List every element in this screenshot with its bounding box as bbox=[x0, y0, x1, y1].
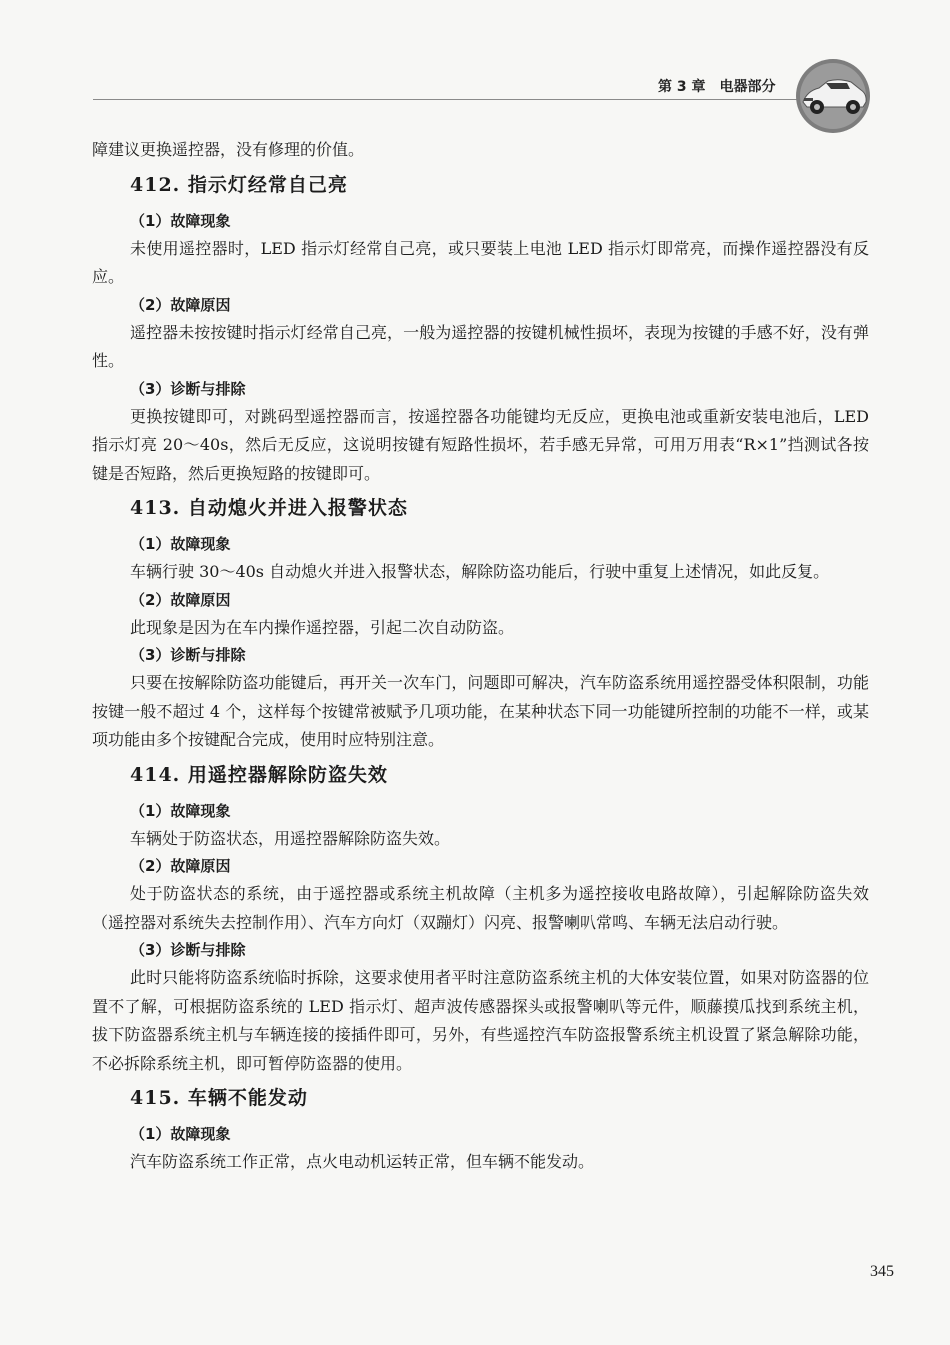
car-icon bbox=[795, 58, 871, 134]
subsection-label: （1）故障现象 bbox=[130, 801, 231, 820]
intro-paragraph: 障建议更换遥控器，没有修理的价值。 bbox=[92, 140, 365, 159]
header-rule bbox=[93, 99, 828, 100]
subsection-text: 车辆处于防盗状态，用遥控器解除防盗失效。 bbox=[130, 828, 451, 848]
section-415 bbox=[92, 1081, 869, 1177]
subsection-label: （3）诊断与排除 bbox=[130, 379, 246, 398]
page-number: 345 bbox=[870, 1263, 894, 1280]
subsection-text: 只要在按解除防盗功能键后，再开关一次车门，问题即可解决，汽车防盗系统用遥控器受体积限制，功能按键一般不超过 4 个，这样每个按键常被赋予几项功能，在某种状态下同一功能键所控制的功能不一样，或某项功能由多个按键配合完成，使用时应特别注意。 bbox=[92, 673, 869, 749]
subsection-text: 此时只能将防盗系统临时拆除，这要求使用者平时注意防盗系统主机的大体安装位置，如果对防盗器的位置不了解，可根据防盗系统的 LED 指示灯、超声波传感器探头或报警喇叭等元件，顺藤摸瓜找到系统主机，拔下防盗器系统主机与车辆连接的接插件即可，另外，有些遥控汽车防盗报警系统主机设置了紧急解除功能，不必拆除系统主机，即可暂停防盗器的使用。 bbox=[92, 968, 869, 1073]
subsection-text: 此现象是因为在车内操作遥控器，引起二次自动防盗。 bbox=[130, 617, 515, 637]
subsection-label: （2）故障原因 bbox=[130, 295, 231, 314]
subsection-text: 汽车防盗系统工作正常，点火电动机运转正常，但车辆不能发动。 bbox=[130, 1152, 595, 1171]
running-header-chapter: 第 3 章 电器部分 bbox=[658, 79, 776, 95]
section-414 bbox=[92, 758, 869, 1079]
subsection-label: （2）故障原因 bbox=[130, 590, 231, 609]
subsection-text: 遥控器未按按键时指示灯经常自己亮，一般为遥控器的按键机械性损坏，表现为按键的手感不好，没有弹性。 bbox=[92, 322, 869, 370]
page-content bbox=[92, 136, 869, 1177]
section-title: 412. 指示灯经常自己亮 bbox=[130, 173, 348, 196]
section-title: 414. 用遥控器解除防盗失效 bbox=[130, 763, 388, 786]
subsection-label: （1）故障现象 bbox=[130, 1125, 231, 1143]
section-title: 415. 车辆不能发动 bbox=[130, 1087, 308, 1109]
subsection-label: （3）诊断与排除 bbox=[130, 646, 246, 664]
section-413 bbox=[92, 491, 869, 755]
subsection-label: （3）诊断与排除 bbox=[130, 941, 246, 959]
subsection-text: 处于防盗状态的系统，由于遥控器或系统主机故障（主机多为遥控接收电路故障），引起解除防盗失效（遥控器对系统失去控制作用）、汽车方向灯（双蹦灯）闪亮、报警喇叭常鸣、车辆无法启动行驶。 bbox=[92, 884, 869, 932]
subsection-label: （2）故障原因 bbox=[130, 857, 231, 875]
subsection-label: （1）故障现象 bbox=[130, 211, 231, 230]
subsection-text: 未使用遥控器时，LED 指示灯经常自己亮，或只要装上电池 LED 指示灯即常亮，而操作遥控器没有反应。 bbox=[92, 238, 869, 286]
section-412 bbox=[92, 168, 869, 489]
subsection-text: 车辆行驶 30～40s 自动熄火并进入报警状态，解除防盗功能后，行驶中重复上述情况，如此反复。 bbox=[130, 562, 830, 581]
subsection-label: （1）故障现象 bbox=[130, 535, 231, 553]
section-title: 413. 自动熄火并进入报警状态 bbox=[130, 497, 408, 519]
subsection-text: 更换按键即可，对跳码型遥控器而言，按遥控器各功能键均无反应，更换电池或重新安装电池后，LED 指示灯亮 20～40s，然后无反应，这说明按键有短路性损坏，若手感无异常，可用万用表“R×1”挡测试各按键是否短路，然后更换短路的按键即可。 bbox=[92, 406, 869, 483]
